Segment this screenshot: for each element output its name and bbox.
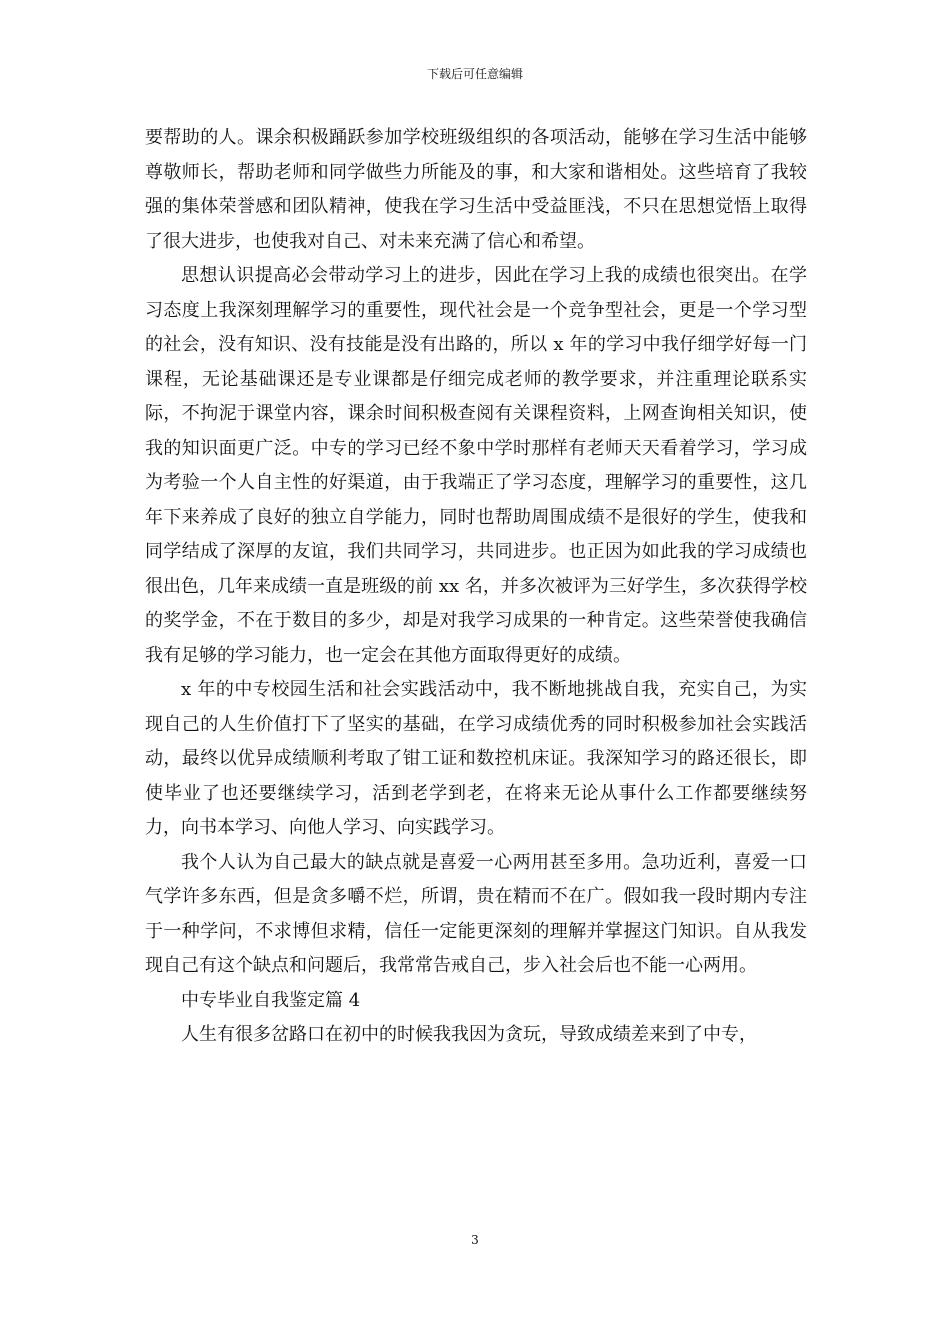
document-body [145, 121, 807, 1053]
page-header: 下载后可任意编辑 [426, 67, 523, 81]
page-number: 3 [471, 1233, 479, 1247]
paragraph-practice: x 年的中专校园生活和社会实践活动中，我不断地挑战自我，充实自己，为实现自己的人生价值打下了坚实的基础，在学习成绩优秀的同时积极参加社会实践活动，最终以优异成绩顺利考取了钳工证和数控机床证。我深知学习的路还很长，即使毕业了也还要继续学习，活到老学到老，在将来无论从事什么工作都要继续努力，向书本学习、向他人学习、向实践学习。 [145, 679, 807, 838]
paragraph-shortcoming: 我个人认为自己最大的缺点就是喜爱一心两用甚至多用。急功近利，喜爱一口气学许多东西，但是贪多嚼不烂，所谓，贵在精而不在广。假如我一段时期内专注于一种学问，不求博但求精，信任一定能更深刻的理解并掌握这门知识。自从我发现自己有这个缺点和问题后，我常常告戒自己，步入社会后也不能一心两用。 [145, 851, 807, 976]
paragraph-section4-start: 人生有很多岔路口在初中的时候我我因为贪玩，导致成绩差来到了中专， [181, 1024, 757, 1045]
paragraph-continuation: 要帮助的人。课余积极踊跃参加学校班级组织的各项活动，能够在学习生活中能够尊敬师长，帮助老师和同学做些力所能及的事，和大家和谐相处。这些培育了我较强的集体荣誉感和团队精神，使我在学习生活中受益匪浅，不只在思想觉悟上取得了很大进步，也使我对自己、对未来充满了信心和希望。 [145, 127, 807, 252]
section-heading: 中专毕业自我鉴定篇 4 [181, 989, 361, 1011]
paragraph-study: 思想认识提高必会带动学习上的进步，因此在学习上我的成绩也很突出。在学习态度上我深刻理解学习的重要性，现代社会是一个竞争型社会，更是一个学习型的社会，没有知识、没有技能是没有出路的，所以 x 年的学习中我仔细学好每一门课程，无论基础课还是专业课都是仔细完成老师的教学要求，并注重理论联系实际，不拘泥于课堂内容，课余时间积极查阅有关课程资料，上网查询相关知识，使我的知识面更广泛。中专的学习已经不象中学时那样有老师天天看着学习，学习成为考验一个人自主性的好渠道，由于我端正了学习态度，理解学习的重要性，这几年下来养成了良好的独立自学能力，同时也帮助周围成绩不是很好的学生，使我和同学结成了深厚的友谊，我们共同学习，共同进步。也正因为如此我的学习成绩也很出色，几年来成绩一直是班级的前 xx 名，并多次被评为三好学生，多次获得学校的奖学金，不在于数目的多少，却是对我学习成果的一种肯定。这些荣誉使我确信我有足够的学习能力，也一定会在其他方面取得更好的成绩。 [145, 265, 807, 666]
